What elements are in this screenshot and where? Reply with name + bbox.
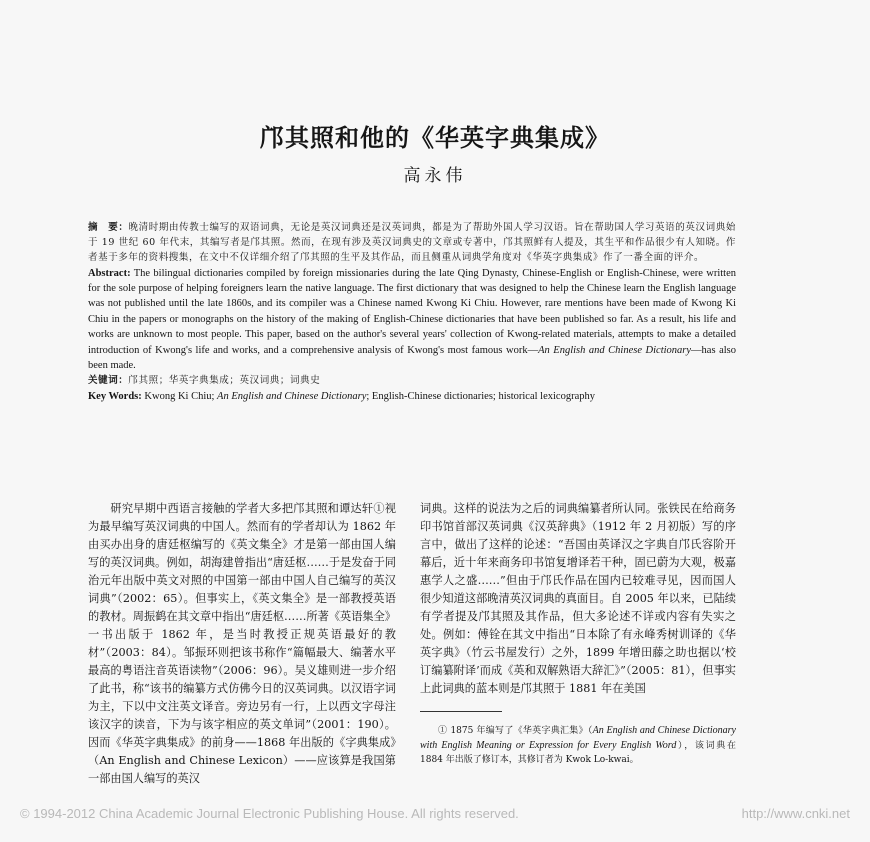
abstract-cn-label: 摘 要： bbox=[88, 222, 129, 233]
keywords-chinese bbox=[88, 373, 736, 388]
footnote-text-end: ），该词典在 1884 年出版了修订本，其修订者为 Kwok Lo-kwai。 bbox=[420, 740, 736, 765]
keywords-en-text: Kwong Ki Chiu; bbox=[141, 390, 218, 402]
footer-copyright: © 1994-2012 China Academic Journal Electronic Publishing House. All rights reserved. bbox=[20, 806, 519, 821]
page-footer bbox=[0, 806, 870, 824]
footnote-english-title: An English and Chinese Dictionary with English Meaning or Expression for Every English Word bbox=[420, 725, 736, 751]
keywords-cn-label: 关键词： bbox=[88, 375, 129, 387]
footnote bbox=[420, 724, 736, 768]
abstract-english bbox=[88, 266, 736, 374]
abstract-chinese bbox=[88, 220, 736, 266]
keywords-en-italic: An English and Chinese Dictionary bbox=[217, 390, 367, 402]
abstract-en-dictionary-title: An English and Chinese Dictionary bbox=[538, 344, 692, 356]
keywords-english bbox=[88, 389, 736, 404]
keywords-cn-text: 邝其照；华英字典集成；英汉词典；词典史 bbox=[128, 375, 321, 387]
abstract-en-label: Abstract: bbox=[88, 267, 131, 279]
footnote-divider bbox=[420, 711, 502, 712]
abstract-section bbox=[88, 220, 736, 404]
abstract-en-text-end: —has also been made. bbox=[88, 344, 736, 372]
footer-url: http://www.cnki.net bbox=[741, 806, 850, 821]
article-title: 邝其照和他的《华英字典集成》 bbox=[260, 123, 610, 152]
abstract-cn-text: 晚清时期由传教士编写的双语词典，无论是英汉词典还是汉英词典，都是为了帮助外国人学习汉语。旨在帮助国人学习英语的英汉词典始于 19 世纪 60 年代末，其编写者是邝其照。然而，在现有涉及英汉词典史的文章或专著中，邝其照鲜有人提及，其生平和作品很少有人知晓。作者基于多年的资料搜集，在文中不仅详细介绍了邝其照的生平及其作品，而且侧重从词典学角度对《华英字典集成》作了一番全面的评介。 bbox=[88, 222, 736, 264]
body-left-column: 研究早期中西语言接触的学者大多把邝其照和谭达轩①视为最早编写英汉词典的中国人。然而有的学者却认为 1862 年由买办出身的唐廷枢编写的《英文集全》才是第一部由国人编写的英汉词典。例如，胡海建曾指出“唐廷枢……于是发奋于同治元年出版中英文对照的中国第一部由中国人自己编写的英汉词典”（2002：65）。但事实上，《英文集全》是一部教授英语的教材。周振鹤在其文章中指出“唐廷枢……所著《英语集全》一书出版于 1862 年，是当时教授正规英语最好的教材”（2003：84）。邹振环则把该书称作“篇幅最大、编著水平最高的粤语注音英语读物”（2006：96）。吴义雄则进一步介绍了此书，称“该书的编纂方式仿佛今日的汉英词典。以汉语字词为主，下以中文注英文译音。旁边另有一行，上以西文字母注该汉字的读音，下为与该字相应的英文单词”（2001：190）。因而《华英字典集成》的前身——1868 年出版的《字典集成》（An English and Chinese Lexicon）——应该算是我国第一部由国人编写的英汉 bbox=[88, 502, 396, 785]
body-right-column: 词典。这样的说法为之后的词典编纂者所认同。张铁民在给商务印书馆首部汉英词典《汉英辞典》（1912 年 2 月初版）写的序言中，做出了这样的论述：“吾国由英译汉之字典自邝氏容阶开幕后，近十年来商务印书馆复增译若干种，固已蔚为大观，极嘉惠学人之盛……”但由于邝氏作品在国内已较难寻见，因而国人很少知道这部晚清英汉词典的真面目。自 2005 年以来，已陆续有学者提及邝其照及其作品，但大多论述不详或内容有失实之处。例如：傅铨在其文中指出“日本除了有永峰秀树训译的《华英字典》（竹云书屋发行）之外，1899 年增田藤之助也据以‘校订编纂附译’而成《英和双解熟语大辞汇》”（2005：81），但事实上此词典的蓝本则是邝其照于 1881 年在美国 bbox=[420, 502, 736, 695]
article-author: 高永伟 bbox=[403, 166, 467, 186]
keywords-en-text-end: ; English-Chinese dictionaries; historical lexicography bbox=[366, 390, 595, 402]
keywords-en-label: Key Words: bbox=[88, 390, 142, 402]
abstract-en-text: The bilingual dictionaries compiled by foreign missionaries during the late Qing Dynasty, Chinese-English or English-Chinese, were written for the sole purpose of helping foreigners learn the native language. The first dictionary that was designed to help the Chinese learn the English language was not published until the late 1860s, and its compiler was a Chinese named Kwong Ki Chiu. However, rare mentions have been made of Kwong Ki Chiu in the papers or monographs on the history of the making of English-Chinese dictionaries that have been published so far. As a result, his life and works are unknown to most people. This paper, based on the author's several years' collection of Kwong-related materials, attempts to make a detailed introduction of Kwong's life and works, and a comprehensive analysis of Kwong's most famous work— bbox=[88, 267, 736, 356]
footnote-text: 1875 年编写了《华英字典汇集》（ bbox=[447, 726, 593, 736]
footnote-marker: ① bbox=[438, 726, 448, 736]
